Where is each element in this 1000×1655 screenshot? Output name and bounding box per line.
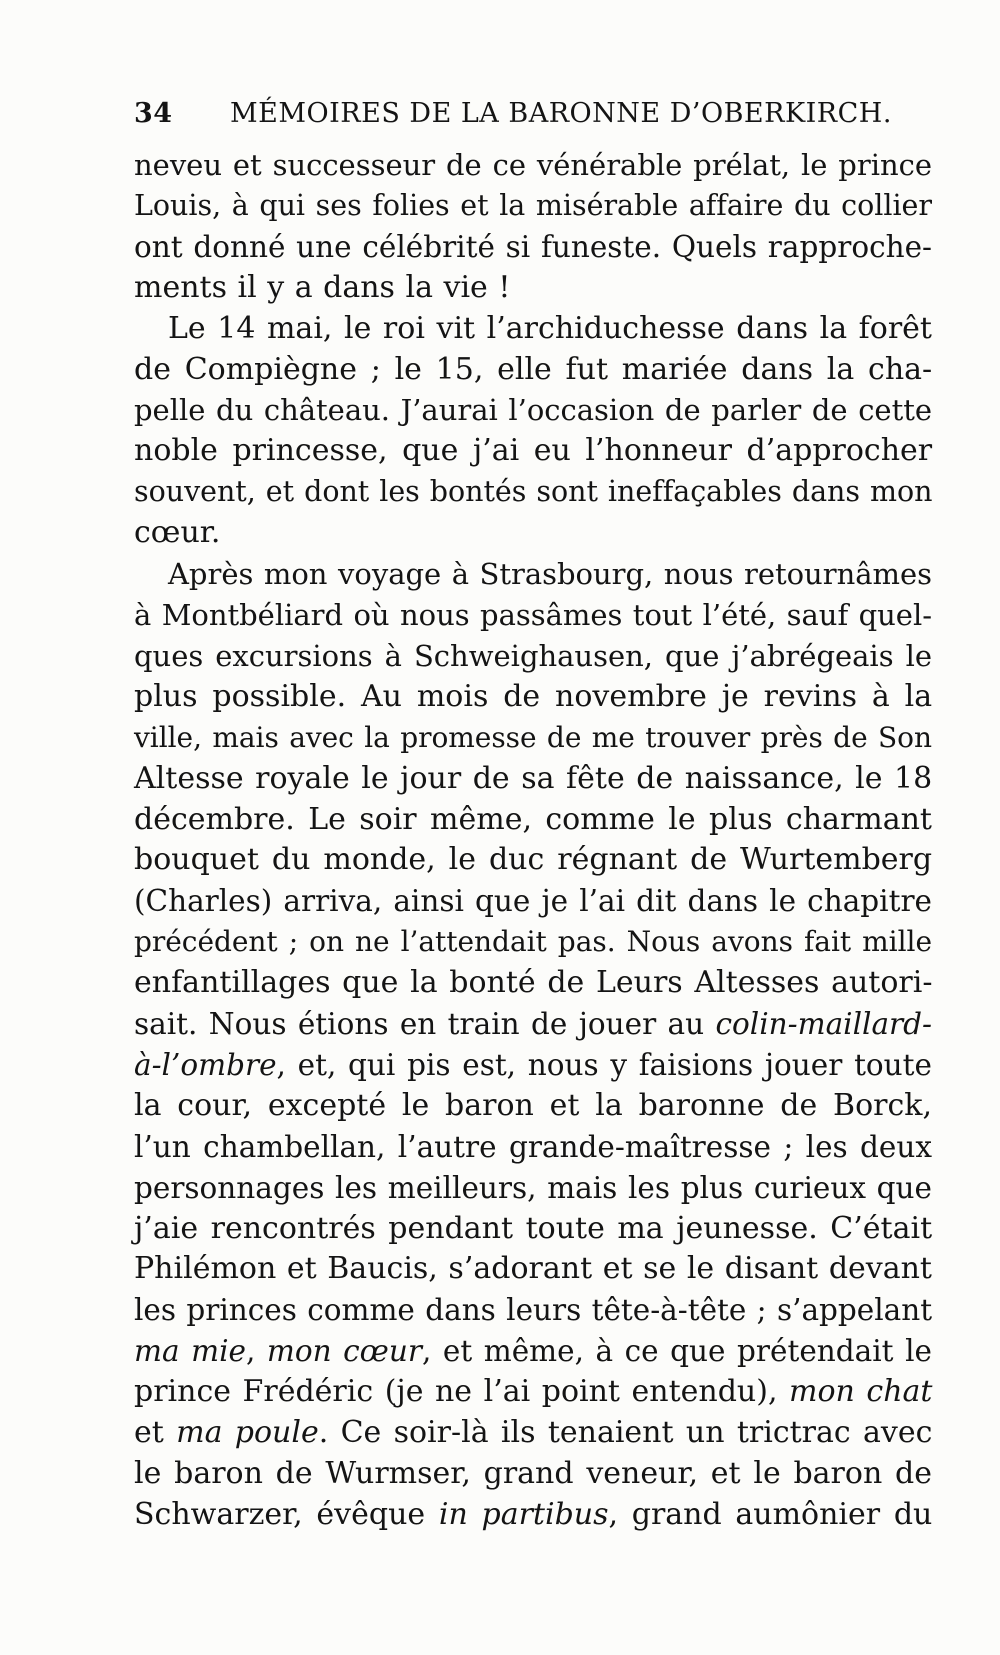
text-line: Louis, à qui ses folies et la misérable affaire du collier	[134, 188, 932, 222]
text-line: Altesse royale le jour de sa fête de naissance, le 18	[134, 760, 933, 796]
text-line: le baron de Wurmser, grand veneur, et le baron de	[134, 1456, 932, 1491]
text-line	[134, 1331, 932, 1372]
text-line	[134, 1372, 932, 1413]
paragraphs	[134, 145, 932, 1004]
italic-text: ma poule	[176, 1415, 319, 1451]
line-text: . Ce soir-là ils tenaient un trictrac avec	[318, 1415, 933, 1451]
italic-text: mon chat	[789, 1374, 933, 1410]
text-line	[134, 1413, 932, 1454]
text-line: (Charles) arriva, ainsi que je l’ai dit dans le chapitre	[134, 884, 932, 919]
text-line: souvent, et dont les bontés sont ineffaçables dans mon	[134, 475, 933, 509]
text-line: neveu et successeur de ce vénérable prélat, le prince	[134, 148, 932, 182]
running-head: MÉMOIRES DE LA BARONNE D’OBERKIRCH.	[230, 98, 892, 129]
page-header	[134, 92, 934, 136]
line-text: Schwarzer, évêque	[134, 1496, 439, 1532]
text-line: Philémon et Baucis, s’adorant et se le disant devant	[134, 1251, 932, 1287]
italic-text: ma mie	[134, 1334, 246, 1369]
text-line: ville, mais avec la promesse de me trouver près de Son	[134, 720, 932, 754]
text-line: les princes comme dans leurs tête-à-tête ; s’appelant	[134, 1293, 933, 1328]
italic-text: à-l’ombre	[134, 1047, 277, 1082]
text-line: j’aie rencontrés pendant toute ma jeunesse. C’était	[134, 1210, 933, 1246]
text-line: plus possible. Au mois de novembre je revins à la	[134, 678, 933, 714]
text-line: la cour, excepté le baron et la baronne de Borck,	[134, 1087, 932, 1123]
text-line: personnages les meilleurs, mais les plus curieux que	[134, 1170, 932, 1205]
text-line	[134, 1495, 932, 1536]
text-line: ont donné une célébrité si funeste. Quels rapproche-	[134, 229, 932, 264]
text-line: noble princesse, que j’ai eu l’honneur d’approcher	[134, 433, 933, 469]
text-line: enfantillages que la bonté de Leurs Altesses autori-	[134, 965, 933, 1001]
page-number: 34	[134, 98, 173, 129]
text-line: décembre. Le soir même, comme le plus charmant	[134, 801, 932, 837]
line-text: , et même, à ce que prétendait le	[421, 1334, 932, 1369]
text-line: Après mon voyage à Strasbourg, nous retournâmes	[168, 557, 932, 592]
italic-text: mon cœur	[266, 1334, 422, 1369]
italic-text: colin-maillard-	[715, 1007, 932, 1042]
body-text	[134, 145, 932, 1536]
line-text: ,	[245, 1334, 267, 1369]
line-text: , et, qui pis est, nous y faisions jouer toute	[276, 1047, 932, 1082]
text-line: pelle du château. J’aurai l’occasion de parler de cette	[134, 393, 932, 428]
text-line: l’un chambellan, l’autre grande-maîtresse ; les deux	[134, 1129, 932, 1164]
text-line	[134, 1004, 932, 1045]
line-text: sait. Nous étions en train de jouer au	[134, 1007, 716, 1042]
text-line: Le 14 mai, le roi vit l’archiduchesse dans la forêt	[168, 310, 932, 346]
italic-text: in partibus	[438, 1496, 609, 1532]
text-line: ments il y a dans la vie !	[134, 269, 511, 305]
line-text: , grand aumônier du	[608, 1496, 933, 1532]
line-text: et	[134, 1415, 177, 1451]
text-line: bouquet du monde, le duc régnant de Wurtemberg	[134, 842, 933, 878]
text-line: ques excursions à Schweighausen, que j’abrégeais le	[134, 638, 932, 673]
text-line: cœur.	[134, 515, 221, 551]
text-line: de Compiègne ; le 15, elle fut mariée dans la cha-	[134, 351, 933, 387]
text-line: à Montbéliard où nous passâmes tout l’été, sauf quel-	[134, 597, 932, 632]
text-line	[134, 1045, 932, 1086]
line-text: prince Frédéric (je ne l’ai point entendu),	[134, 1374, 790, 1410]
text-line: précédent ; on ne l’attendait pas. Nous avons fait mille	[134, 925, 932, 959]
